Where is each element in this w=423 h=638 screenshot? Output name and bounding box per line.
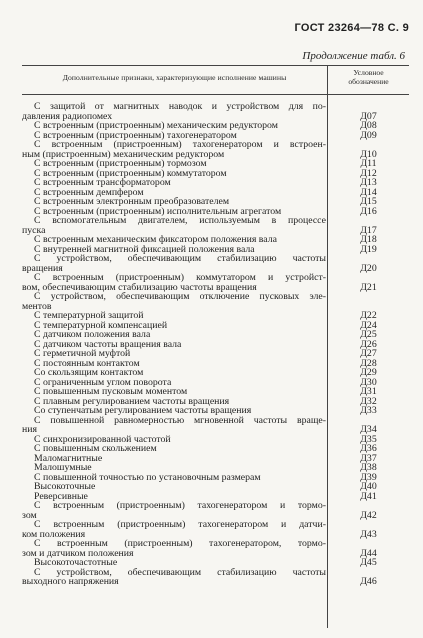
designation-code: Д27	[360, 348, 377, 359]
table-row-text: С герметичной муфтой	[34, 349, 131, 359]
table-row-text: С синхронизированной частотой	[34, 434, 171, 444]
designation-code: Д16	[360, 205, 377, 217]
designation-code: Д13	[360, 177, 377, 188]
table-row-text: С температурной защитой	[34, 311, 144, 321]
table-row-text: С повышенным скольжением	[34, 444, 157, 454]
table-row-text: С встроенным (пристроенным) тахогенератором	[34, 130, 237, 140]
table-row-text: выходного напряжения	[22, 577, 119, 587]
designation-code: Д31	[360, 386, 377, 397]
table-row-text: С встроенным (пристроенным) тахогенератором и встроен-	[34, 140, 326, 150]
table-row-text: С ограниченным углом поворота	[34, 377, 172, 387]
table-row-text: Высокоточные	[34, 482, 96, 492]
table-row-text: Со скользящим контактом	[34, 368, 144, 378]
designation-code: Д41	[360, 490, 377, 502]
designation-code: Д30	[360, 376, 377, 388]
designation-code: Д22	[360, 310, 377, 321]
designation-code: Д15	[360, 196, 377, 207]
table-row-text: С датчиком частоты вращения вала	[34, 339, 182, 349]
table-header-rule	[22, 94, 409, 95]
designation-code: Д38	[360, 462, 377, 473]
designation-code: Д45	[360, 557, 377, 568]
designation-code: Д40	[360, 481, 377, 492]
designation-code: Д37	[360, 452, 377, 464]
designation-code: Д26	[360, 338, 377, 350]
table-row-text: С повышенной точностью по установочным размерам	[34, 472, 261, 482]
table-row-text: зом	[22, 510, 37, 520]
table-row-text: ком положения	[22, 529, 86, 539]
designation-code: Д25	[360, 329, 377, 340]
designation-code: Д32	[360, 395, 377, 407]
designation-code: Д14	[360, 186, 377, 198]
designation-code: Д09	[360, 129, 377, 141]
table-row-text: вом, обеспечивающим стабилизацию частоты вращения	[22, 282, 257, 292]
table-continuation-label: Продолжение табл. 6	[302, 50, 405, 62]
designation-code: Д07	[360, 110, 377, 122]
column-header-designation-line2: обозначение	[348, 77, 389, 86]
table-row-text: С встроенным механическим фиксатором положения вала	[34, 235, 277, 245]
table-row-text: С повышенной равномерностью мгновенной частоты враще-	[34, 415, 326, 425]
table-row-text: С устройством, обеспечивающим стабилизацию частоты	[34, 567, 326, 577]
designation-code: Д43	[360, 528, 377, 540]
column-header-designation-line1: Условное	[353, 68, 384, 77]
designation-code: Д29	[360, 367, 377, 378]
table-row-text: Реверсивные	[34, 491, 88, 501]
table-row-text: С устройством, обеспечивающим стабилизацию частоты	[34, 254, 326, 264]
table-row-text: С встроенным (пристроенным) тахогенератором, тормо-	[34, 539, 326, 549]
designation-code: Д35	[360, 433, 377, 445]
table-row-text: С встроенным (пристроенным) тормозом	[34, 159, 207, 169]
designation-code	[328, 292, 409, 302]
page-header: ГОСТ 23264—78 С. 9	[294, 22, 409, 34]
table-row-text: С встроенным (пристроенным) механическим редуктором	[34, 121, 278, 131]
table-row-text: С вспомогательным двигателем, используемым в процессе	[34, 216, 326, 226]
table-row-text: С плавным регулированием частоты вращения	[34, 396, 230, 406]
designation-code: Д39	[360, 471, 377, 483]
table-row-text: С встроенным демпфером	[34, 187, 144, 197]
feature-list	[22, 102, 326, 587]
table-row-text: Высокоточастотные	[34, 558, 118, 568]
designation-code: Д33	[360, 405, 377, 416]
designation-code: Д18	[360, 234, 377, 245]
designation-code: Д10	[360, 148, 377, 160]
table-row-text: Малошумные	[34, 463, 92, 473]
designation-code: Д17	[360, 224, 377, 236]
table-row-text: С встроенным (пристроенным) тахогенератором и тормо-	[34, 501, 326, 511]
table-row-text: Маломагнитные	[34, 453, 103, 463]
table-row-text: давления радиопомех	[22, 111, 113, 121]
table-row-text: С датчиком положения вала	[34, 330, 151, 340]
designation-code: Д42	[360, 509, 377, 521]
designation-code: Д46	[360, 576, 377, 587]
designation-code: Д20	[360, 262, 377, 274]
table-row-text: Со ступенчатым регулированием частоты вращения	[34, 406, 252, 416]
table-row-text: С постоянным контактом	[34, 358, 140, 368]
column-header-features: Дополнительные признаки, характеризующие исполнение машины	[62, 73, 287, 82]
column-header-designation	[328, 68, 409, 86]
table-row-text: ным (пристроенным) механическим редуктором	[22, 149, 225, 159]
designation-code: Д11	[360, 158, 377, 169]
table-row-text: С внутренней магнитной фиксацией положения вала	[34, 244, 255, 254]
table-row-text: ментов	[22, 301, 52, 311]
designation-code: Д19	[360, 243, 377, 255]
table-row-text: пуска	[22, 225, 46, 235]
table-row-text: С встроенным трансформатором	[34, 178, 171, 188]
designation-code: Д28	[360, 357, 377, 369]
table-row-text: С встроенным (пристроенным) тахогенератором и датчи-	[34, 520, 326, 530]
table-row-text: ния	[22, 425, 37, 435]
designation-code: Д34	[360, 424, 377, 435]
table-row-text: С повышенным пусковым моментом	[34, 387, 188, 397]
designation-code: Д08	[360, 120, 377, 131]
table-row-text: С температурной компенсацией	[34, 320, 168, 330]
designation-code: Д24	[360, 319, 377, 331]
table-row-text: С встроенным (пристроенным) коммутатором и устройст-	[34, 273, 326, 283]
table-row-text: С защитой от магнитных наводок и устройством для по-	[34, 102, 326, 112]
table-row-text: вращения	[22, 263, 63, 273]
designation-code: Д12	[360, 167, 377, 179]
designation-code: Д21	[360, 281, 377, 293]
table-row-text: С устройством, обеспечивающим отключение пусковых эле-	[34, 292, 326, 302]
table-row-text: С встроенным электронным преобразователем	[34, 197, 230, 207]
designation-code: Д36	[360, 443, 377, 454]
designation-list	[328, 102, 409, 587]
table-row-text: С встроенным (пристроенным) исполнительным агрегатом	[34, 206, 282, 216]
table-row-text: зом и датчиком положения	[22, 548, 134, 558]
designation-code: Д44	[360, 547, 377, 559]
table-top-rule	[22, 65, 409, 66]
table-row-text: С встроенным (пристроенным) коммутатором	[34, 168, 227, 178]
